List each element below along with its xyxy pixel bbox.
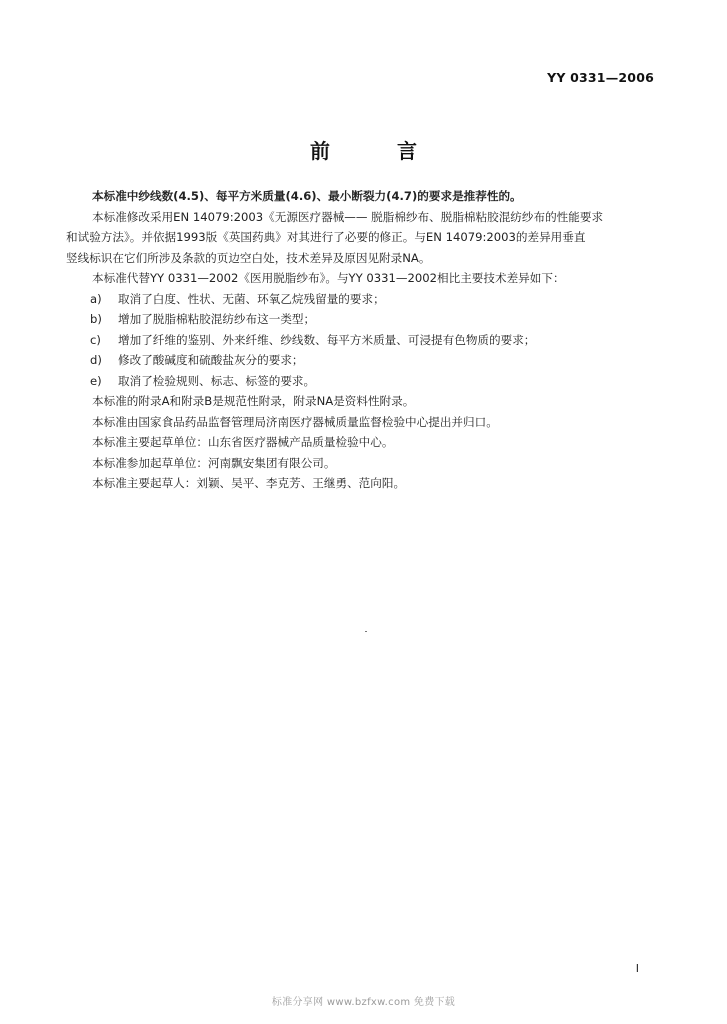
list-item (92, 350, 652, 371)
watermark-text: 标准分享网 www.bzfxw.com 免费下载 (271, 997, 456, 1008)
adoption-paragraph-line-1: 本标准修改采用EN 14079:2003《无源医疗器械—— 脱脂棉纱布、脱脂棉粘胶混纺纱布的性能要求 (92, 209, 604, 224)
page-number: I (635, 962, 639, 975)
list-item (92, 289, 652, 310)
list-marker: b) (90, 312, 102, 326)
list-marker: e) (90, 373, 102, 388)
recommendation-paragraph: 本标准中纱线数(4.5)、每平方米质量(4.6)、最小断裂力(4.7)的要求是推荐性的。 (92, 189, 522, 203)
list-text: 增加了脱脂棉粘胶混纺纱布这一类型； (118, 312, 316, 326)
scan-speck (365, 631, 367, 632)
list-item (92, 309, 652, 330)
drafters-paragraph: 本标准主要起草人：刘颖、吴平、李克芳、王继勇、范向阳。 (92, 476, 406, 490)
participating-unit-paragraph: 本标准参加起草单位：河南飘安集团有限公司。 (92, 455, 336, 470)
main-drafter-unit-paragraph: 本标准主要起草单位：山东省医疗器械产品质量检验中心。 (92, 435, 394, 449)
list-text: 修改了酸碱度和硫酸盐灰分的要求； (118, 353, 304, 367)
replacement-paragraph: 本标准代替YY 0331—2002《医用脱脂纱布》。与YY 0331—2002相比主要技术差异如下： (92, 271, 565, 285)
list-marker: c) (90, 332, 101, 347)
page-title: 前 言 (310, 139, 447, 163)
list-text: 增加了纤维的鉴别、外来纤维、纱线数、每平方米质量、可浸提有色物质的要求； (118, 332, 536, 347)
adoption-paragraph-line-3: 竖线标识在它们所涉及条款的页边空白处，技术差异及原因见附录NA。 (66, 250, 431, 265)
foreword-body (66, 186, 652, 494)
list-text: 取消了白度、性状、无菌、环氧乙烷残留量的要求； (118, 291, 385, 306)
list-text: 取消了检验规则、标志、标签的要求。 (118, 373, 316, 388)
annex-paragraph: 本标准的附录A和附录B是规范性附录，附录NA是资料性附录。 (92, 394, 415, 408)
list-marker: d) (90, 353, 102, 367)
list-item (92, 371, 652, 392)
adoption-paragraph-line-2: 和试验方法》。并依据1993版《英国药典》对其进行了必要的修正。与EN 14079:2003的差异用垂直 (66, 230, 586, 244)
list-item (92, 330, 652, 351)
list-marker: a) (90, 291, 102, 306)
standard-code: YY 0331—2006 (547, 70, 654, 85)
proposer-paragraph: 本标准由国家食品药品监督管理局济南医疗器械质量监督检验中心提出并归口。 (92, 414, 498, 429)
